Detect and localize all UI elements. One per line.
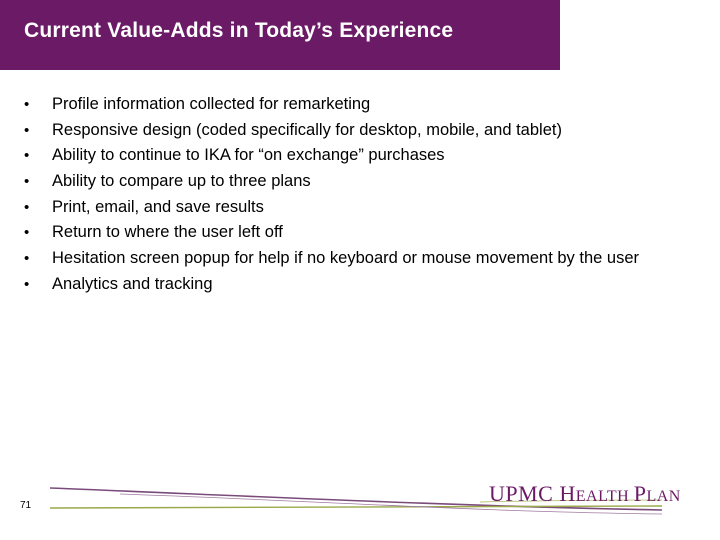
bullet-text: Profile information collected for remarketing <box>52 95 371 113</box>
bullet-dot: • <box>24 173 30 191</box>
bullet-dot: • <box>24 224 30 242</box>
bullet-dot: • <box>24 275 30 293</box>
bullet-text: Ability to compare up to three plans <box>52 172 311 191</box>
bullet-dot: • <box>24 147 30 165</box>
logo-part: H <box>559 481 576 506</box>
title-bar <box>0 0 560 70</box>
logo-part: P <box>633 481 647 506</box>
bullet-dot: • <box>24 121 30 139</box>
page-number: 71 <box>20 500 32 511</box>
bullet-text: Analytics and tracking <box>52 274 213 293</box>
bullet-dot: • <box>24 250 30 268</box>
bullet-dot: • <box>24 198 30 216</box>
bullet-text: Ability to continue to IKA for “on exchange” purchases <box>52 146 445 165</box>
logo-part: EALTH <box>575 488 634 505</box>
logo-part: UPMC <box>489 481 560 506</box>
logo-part: LAN <box>646 488 681 505</box>
bullet-text: Print, email, and save results <box>52 197 264 216</box>
bullet-text: Return to where the user left off <box>52 223 283 242</box>
upmc-health-plan-logo <box>489 481 681 507</box>
slide-title: Current Value-Adds in Today’s Experience <box>24 19 454 42</box>
bullet-dot: • <box>24 96 30 113</box>
bullet-text: Hesitation screen popup for help if no keyboard or mouse movement by the user <box>52 249 639 268</box>
bullet-text: Responsive design (coded specifically for desktop, mobile, and tablet) <box>52 120 562 139</box>
